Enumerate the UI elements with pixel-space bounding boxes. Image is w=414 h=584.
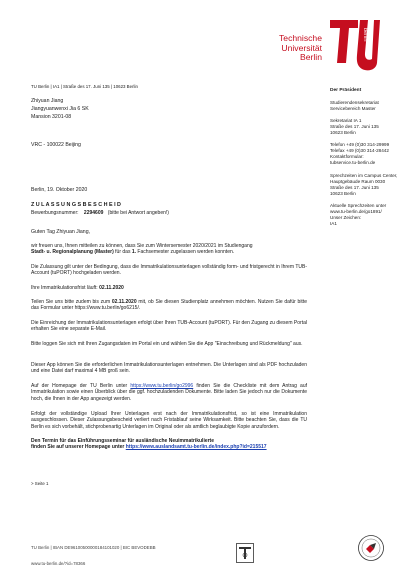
letter-title: Z U L A S S U N G S B E S C H E I D: [31, 202, 121, 208]
accept-text-b: mit, ob Sie diesen Studienplatz annehmen möchten. Nutzen Sie dafür bitte das Formular unter https://www.tu.berlin/go6215/.: [31, 299, 307, 312]
accept-text-a: Teilen Sie uns bitte zudem bis zum: [31, 299, 112, 305]
footer-web: www.tu-berlin.de/?id=78366: [31, 561, 86, 566]
salutation: Guten Tag Zhiyuan Jiang,: [31, 229, 91, 235]
admission-text-c: für das: [113, 249, 132, 256]
sidebar-office-label: Sekretariat IA 1: [330, 118, 362, 123]
sidebar-president: Der Präsident: [330, 88, 362, 93]
checklist-link[interactable]: https://www.tu.berlin/go2996: [130, 383, 194, 389]
admission-text-a: wir freuen uns, Ihnen mitteilen zu können, dass Sie zum Wintersemester 2020/2021 im Studiengang: [31, 243, 253, 249]
sidebar-hours-building: Hauptgebäude Raum 0030: [330, 179, 386, 184]
sidebar-info: [330, 88, 397, 227]
recipient-name: Zhiyuan Jiang: [31, 98, 64, 104]
sidebar-phone: Telefon +49 (0)30 314-29999: [330, 142, 390, 147]
page-marker: > Seite 1: [31, 481, 49, 486]
sidebar-ref-label: Unser Zeichen:: [330, 215, 362, 220]
deadline-line: [31, 285, 124, 291]
recipient-city: VRC - 100022 Beijing: [31, 142, 81, 148]
logo-line-universitaet: Universität: [281, 42, 322, 53]
checklist-text-a: Auf der Homepage der TU Berlin unter: [31, 383, 131, 389]
certification-badge-icon: [357, 534, 385, 562]
applicant-number-line: [31, 210, 169, 216]
tu-logo-icon: [328, 15, 380, 75]
sidebar-service: Servicebereich Master: [330, 106, 376, 111]
paragraph-portal: Die Einreichung der Immatrikulationsunterlagen erfolgt über Ihren TUB-Account (tuPORT). Für den Zugang zu diesem Portal erhalten Sie eine separate E-Mail.: [31, 320, 307, 333]
logo-line-berlin: Berlin: [300, 52, 322, 63]
letter-date: Berlin, 19. Oktober 2020: [31, 187, 88, 193]
sidebar-office: Studierendensekretariat: [330, 100, 379, 105]
footer-bank: TU Berlin | IBAN DE96100500000184101020 | BIC BEVODEBB: [31, 545, 156, 550]
program-name: Stadt- u. Regionalplanung (Master): [31, 249, 114, 256]
recipient-address: [31, 97, 89, 122]
sidebar-office-city: 10623 Berlin: [330, 130, 356, 135]
paragraph-upload-deadline: Erfolgt der vollständige Upload Ihrer Unterlagen erst nach der Immatrikulationsfrist, so ist eine Immatrikulation ausgeschlossen. Dieser Zulassungsbescheid verliert nach Fristablauf seine Wirksamkeit. Bitte beachten Sie, dass die TU Berlin es sich vorbehält, stichprobenartig Unterlagen im Original oder als amtlich beglaubigte Kopie anzufordern.: [31, 411, 307, 430]
applicant-note: (bitte bei Antwort angeben!): [107, 210, 169, 216]
sidebar-current-url[interactable]: www.tu-berlin.de/go1891/: [330, 209, 382, 214]
paragraph-accept: [31, 299, 307, 312]
applicant-number: 2294609: [83, 210, 104, 216]
recipient-street: Jiangyuanwenxi Jia 6 SK: [31, 106, 89, 113]
sidebar-ref-value: IA1: [330, 221, 337, 226]
sidebar-hours-city: 10623 Berlin: [330, 191, 356, 196]
sidebar-fax: Telefax +49 (0)30 314-28442: [330, 148, 389, 153]
paragraph-condition: Die Zulassung gilt unter der Bedingung, dass die Immatrikulationsunterlagen vollständig form- und fristgerecht in Ihrem TUB-Account (tuPORT) hochgeladen werden.: [31, 264, 307, 277]
paragraph-login: Bitte loggen Sie sich mit Ihren Zugangsdaten im Portal ein und wählen Sie die App "Einschreibung und Rückmeldung" aus.: [31, 341, 303, 347]
logo-line-technische: Technische: [279, 33, 322, 43]
applicant-number-label: Bewerbungsnummer:: [31, 210, 79, 216]
sidebar-office-street: Straße des 17. Juni 135: [330, 124, 379, 129]
logo-vertical-text: berlin: [362, 28, 368, 42]
paragraph-checklist: [31, 383, 307, 402]
seminar-text-a: Den Termin für das Einführungsseminar für ausländische Neuimmatrikulierte: [31, 438, 215, 444]
paragraph-seminar: [31, 438, 321, 451]
seminar-link[interactable]: https://www.auslandsamt.tu-berlin.de/index.php?id=215517: [125, 444, 267, 451]
paragraph-app-documents: Dieser App können Sie die erforderlichen Immatrikulationsunterlagen entnehmen. Die Unterlagen sind als PDF hochzuladen und eine Datei darf maximal 4 MB groß sein.: [31, 362, 307, 375]
sidebar-contact-label: Kontaktformular:: [330, 154, 364, 159]
sidebar-hours-street: Straße des 17. Juni 135: [330, 185, 379, 190]
accept-date: 02.11.2020: [111, 299, 137, 305]
recipient-mansion: Mansion 3201-08: [31, 114, 72, 121]
university-name: [279, 34, 322, 63]
seminar-text-b: finden Sie auf unserer Homepage unter: [31, 444, 126, 451]
semester-number: 1.: [131, 249, 137, 256]
sender-line: TU Berlin | IA1 | Straße des 17. Juni 135 | 10623 Berlin: [31, 84, 138, 89]
paragraph-admission: [31, 243, 307, 256]
checklist-text-b: finden Sie die Checkliste mit dem Antrag auf Immatrikulation sowie einen Überblick über die ggf. hochzuladenden Dokumente. Bitte laden Sie jedoch nur die Dokumente hoch, die Ihnen in der App angezeigt werden.: [31, 383, 307, 402]
admission-text-e: Fachsemester zugelassen werden konnten.: [136, 249, 235, 256]
sidebar-contact-value[interactable]: tubservice.tu-berlin.de: [330, 160, 376, 165]
deadline-label: Ihre Immatrikulationsfrist läuft:: [31, 285, 100, 291]
sidebar-hours-label: Sprechzeiten im Campus Center,: [330, 173, 398, 178]
sidebar-current-label: Aktuelle Sprechzeiten unter: [330, 203, 387, 208]
deadline-date: 02.11.2020: [99, 285, 124, 291]
tu-seal-icon: [236, 543, 254, 563]
